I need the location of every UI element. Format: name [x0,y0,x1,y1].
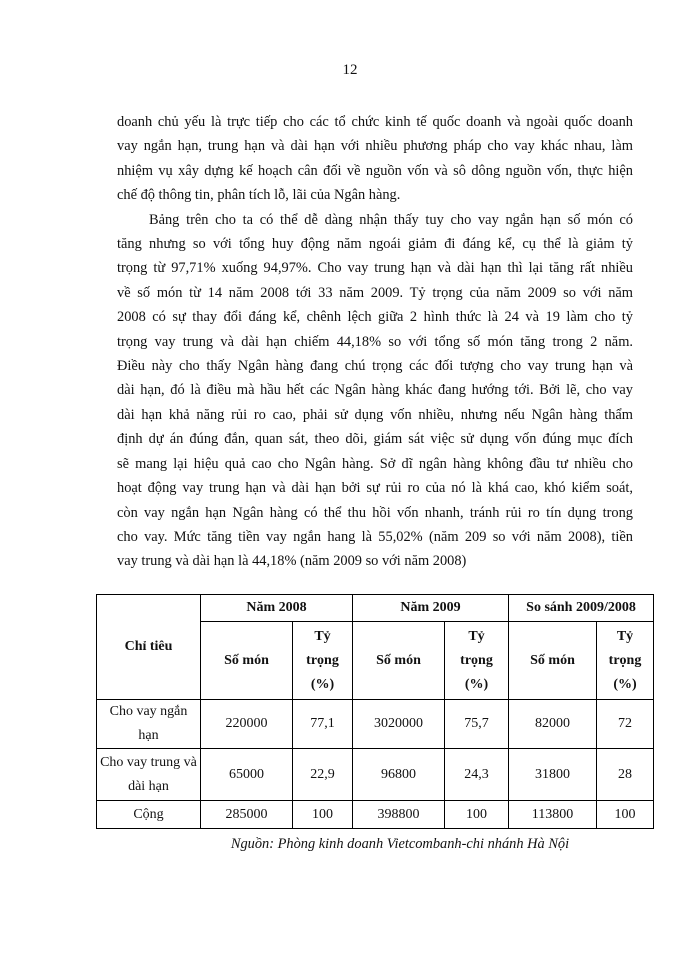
row-label: Cho vay ngắn hạn [97,700,201,749]
table-row [97,700,654,749]
header-count: Số món [201,622,293,700]
table-cell: 100 [293,801,353,829]
page-number: 12 [342,62,358,78]
text-line: hoạt động vay trung hạn và dài hạn bởi sự rủi ro của nó là khá cao, khó kiểm soát, [117,480,633,497]
text-line: dài hạn khả năng rủi ro cao, phải sử dụng vốn nhiều, nhưng nếu Ngân hàng thẩm [117,406,633,423]
text-line: còn vay ngắn hạn Ngân hàng có thể thu hồi vốn nhanh, tránh rủi ro tín dụng trong [117,504,633,521]
table-cell: 75,7 [445,700,509,749]
text-line: tăng nhưng so với tổng huy động năm ngoái giảm đi đáng kể, cụ thể là giảm tỷ [117,236,633,253]
text-line: nhiệm vụ xây dựng kế hoạch cân đối về nguồn vốn và sô dông nguồn vốn, thực hiện [117,162,633,179]
header-share-line: trọng [608,652,642,668]
text-line: dài hạn, đó là điều mà hầu hết các Ngân hàng khác đang hướng tới. Bởi lẽ, cho vay [117,382,633,399]
header-share-line: (%) [464,676,489,692]
paragraph-1 [117,110,633,208]
text-line: chế độ thông tin, phân tích lỗ, lãi của Ngân hàng. [117,187,401,204]
text-line: vay ngắn hạn, trung hạn và dài hạn với nhiều phương pháp cho vay khác nhau, làm [117,138,633,155]
header-share-line: (%) [613,676,637,692]
header-share-line: trọng [306,652,339,668]
header-share [445,622,509,700]
source-note: Nguồn: Phòng kinh doanh Vietcombanh-chi nhánh Hà Nội [230,836,570,852]
header-share-line: Tỷ [616,628,634,644]
text-line: định dự án đúng đắn, quan sát, theo dõi, giám sát việc sử dụng vốn đúng mục đích [117,431,633,448]
table-cell: 77,1 [293,700,353,749]
text-line: Điều này cho thấy Ngân hàng đang chú trọng các đối tượng cho vay trung hạn và [117,358,633,375]
table-cell: 72 [597,700,654,749]
header-share-line: Tỷ [468,628,485,644]
paragraph-2 [117,208,633,574]
table-cell: 24,3 [445,749,509,801]
text-line: trọng từ 97,71% xuống 94,97%. Cho vay trung hạn và dài hạn thì lại tăng rất nhiều [117,260,633,277]
header-count: Số món [353,622,445,700]
table-cell: 65000 [201,749,293,801]
header-share-line: trọng [460,652,493,668]
text-line: vay trung và dài hạn là 44,18% (năm 2009 so với năm 2008) [117,553,467,570]
text-line: Bảng trên cho ta có thể dễ dàng nhận thấy tuy cho vay ngắn hạn số món có [149,211,633,228]
text-line: 2008 có sự thay đổi đáng kể, chênh lệch giữa 2 hình thức là 24 và 19 làm cho tỷ [117,309,633,326]
text-line: cho vay. Mức tăng tiền vay ngắn hang là 55,02% (năm 209 so với năm 2008), tiền [117,528,633,545]
table-cell: 31800 [509,749,597,801]
table-cell: 100 [597,801,654,829]
loan-structure-table [96,594,654,829]
body-text [117,110,633,574]
table-header-row [97,595,654,622]
table-cell: 398800 [353,801,445,829]
header-share-line: (%) [310,676,335,692]
table-total-row [97,801,654,829]
table-cell: 96800 [353,749,445,801]
table-cell: 3020000 [353,700,445,749]
row-label: Cộng [97,801,201,829]
table-cell: 113800 [509,801,597,829]
header-year-2008: Năm 2008 [201,595,353,622]
table-row [97,749,654,801]
text-line: sẽ mang lại hiệu quả cao cho Ngân hàng. Sở dĩ ngân hàng không đầu tư nhiều cho [117,455,633,472]
table-cell: 220000 [201,700,293,749]
row-label: Cho vay trung và dài hạn [97,749,201,801]
header-share [597,622,654,700]
table-cell: 285000 [201,801,293,829]
table-cell: 82000 [509,700,597,749]
header-year-2009: Năm 2009 [353,595,509,622]
text-line: doanh chủ yếu là trực tiếp cho các tổ chức kinh tế quốc doanh và ngoài quốc doanh [117,114,633,130]
table-cell: 22,9 [293,749,353,801]
header-comparison: So sánh 2009/2008 [509,595,654,622]
header-count: Số món [509,622,597,700]
table-cell: 28 [597,749,654,801]
header-share-line: Tỷ [314,628,331,644]
header-indicator: Chỉ tiêu [97,595,201,700]
header-share [293,622,353,700]
text-line: trọng vay trung và dài hạn chiếm 44,18% so với tổng số món tăng trong 2 năm. [117,333,633,350]
table-cell: 100 [445,801,509,829]
text-line: về số món từ 14 năm 2008 tới 33 năm 2009. Tỷ trọng của năm 2009 so với năm [117,284,633,301]
